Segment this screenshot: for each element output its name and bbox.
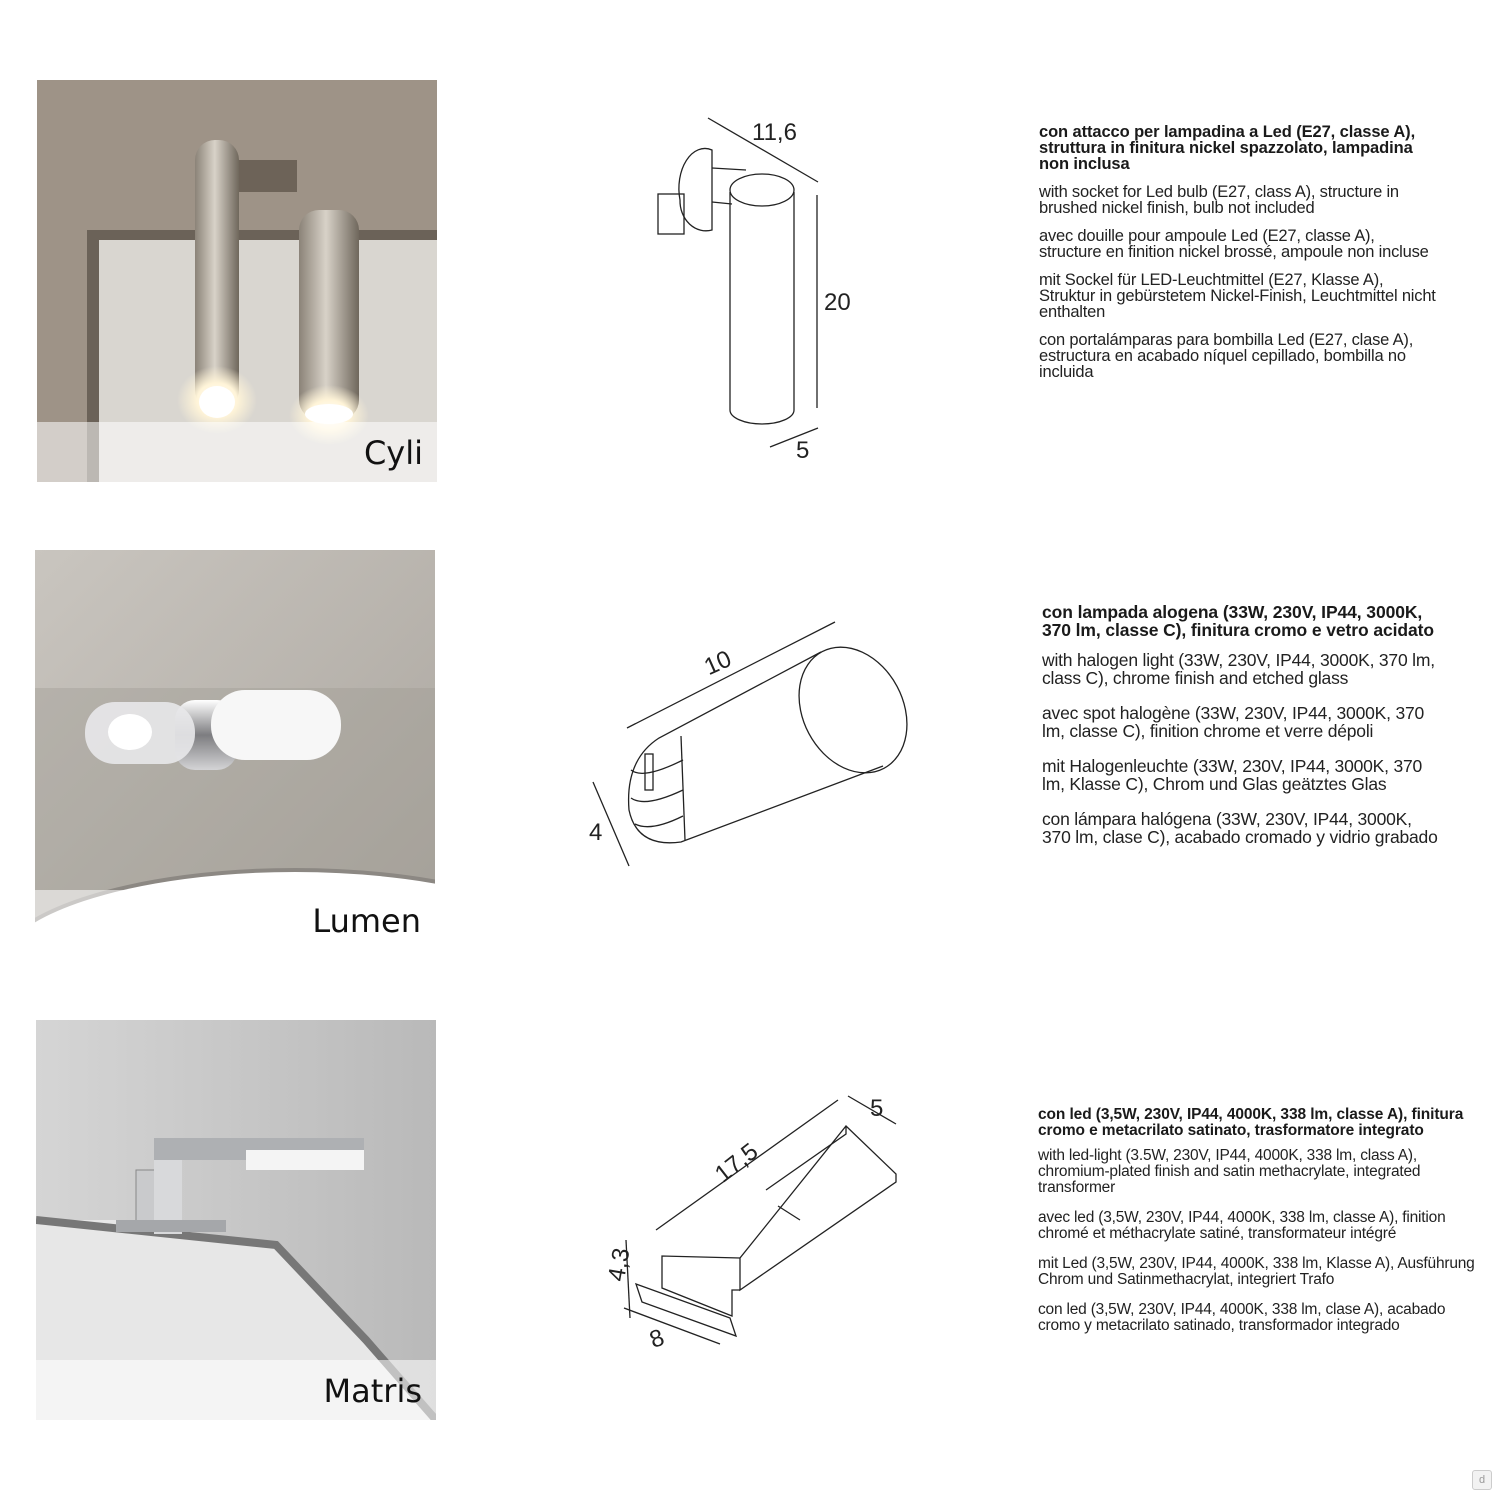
cyli-desc-de: mit Sockel für LED-Leuchtmittel (E27, Klasse A), Struktur in gebürstetem Nickel-Finish, Leuchtmittel nicht enthalten (1039, 271, 1436, 321)
lumen-desc-fr: avec spot halogène (33W, 230V, IP44, 3000K, 370 lm, classe C), finition chrome et verre dépoli (1042, 703, 1425, 741)
cyli-photo (37, 80, 437, 482)
lumen-name-label: Lumen (312, 902, 421, 940)
cyli-desc-it: con attacco per lampadina a Led (E27, classe A), struttura in finitura nickel spazzolato, lampadina non inclusa (1039, 123, 1416, 173)
lumen-length-label: 10 (700, 645, 736, 681)
cyli-technical-drawing (640, 110, 880, 470)
lumen-desc-de: mit Halogenleuchte (33W, 230V, IP44, 3000K, 370 lm, Klasse C), Chrom und Glas geätztes Glas (1042, 756, 1423, 794)
matris-desc-it: con led (3,5W, 230V, IP44, 4000K, 338 lm, classe A), finitura cromo e metacrilato satinato, trasformatore integrato (1038, 1106, 1464, 1139)
matris-height-label: 4,3 (603, 1245, 636, 1284)
lumen-technical-drawing (585, 610, 925, 880)
cyli-description (1039, 124, 1439, 392)
matris-desc-es: con led (3,5W, 230V, IP44, 4000K, 338 lm, clase A), acabado cromo y metacrilato satinado, transformador integrado (1038, 1301, 1446, 1334)
cyli-height-label: 20 (824, 289, 851, 316)
matris-description (1038, 1107, 1478, 1348)
matris-desc-de: mit Led (3,5W, 230V, IP44, 4000K, 338 lm, Klasse A), Ausführung Chrom und Satinmethacrylat, integriert Trafo (1038, 1255, 1475, 1288)
matris-base-label: 8 (646, 1323, 668, 1354)
lumen-desc-it: con lampada alogena (33W, 230V, IP44, 3000K, 370 lm, classe C), finitura cromo e vetro acidato (1042, 602, 1434, 640)
cyli-desc-es: con portalámparas para bombilla Led (E27, clase A), estructura en acabado níquel cepillado, bombilla no incluida (1039, 331, 1414, 381)
lumen-front-cap (778, 628, 928, 791)
cyli-desc-fr: avec douille pour ampoule Led (E27, classe A), structure en finition nickel brossé, ampoule non incluse (1039, 227, 1429, 261)
matris-light-bar (740, 1126, 896, 1290)
cyli-desc-en: with socket for Led bulb (E27, class A), structure in brushed nickel finish, bulb not included (1039, 183, 1399, 217)
matris-name-label: Matris (323, 1372, 422, 1410)
matris-desc-fr: avec led (3,5W, 230V, IP44, 4000K, 338 lm, classe A), finition chromé et méthacrylate satiné, transformateur intégré (1038, 1209, 1446, 1242)
cyli-depth-label: 5 (796, 437, 810, 464)
lumen-joint (681, 736, 685, 840)
matris-depth-label: 5 (870, 1095, 884, 1122)
watermark-badge: d (1472, 1470, 1492, 1490)
lumen-body (629, 652, 883, 843)
lumen-photo (35, 550, 435, 950)
cyli-depth-dim-line (770, 428, 818, 447)
cyli-body (730, 192, 794, 424)
matris-length-label: 17,5 (709, 1138, 764, 1189)
lumen-desc-en: with halogen light (33W, 230V, IP44, 3000K, 370 lm, class C), chrome finish and etched glass (1042, 650, 1435, 688)
lumen-length-dim-line (627, 622, 835, 728)
matris-photo (36, 1020, 436, 1420)
cyli-name-label: Cyli (363, 434, 423, 472)
cyli-top-cap (730, 174, 794, 206)
matris-technical-drawing (590, 1090, 910, 1360)
matris-desc-en: with led-light (3.5W, 230V, IP44, 4000K, 338 lm, class A), chromium-plated finish and satin methacrylate, integrated transformer (1038, 1147, 1421, 1196)
lumen-diameter-label: 4 (589, 819, 603, 846)
lumen-desc-es: con lámpara halógena (33W, 230V, IP44, 3000K, 370 lm, clase C), acabado cromado y vidrio grabado (1042, 809, 1438, 847)
cyli-width-label: 11,6 (752, 119, 797, 146)
lumen-description (1042, 603, 1442, 863)
